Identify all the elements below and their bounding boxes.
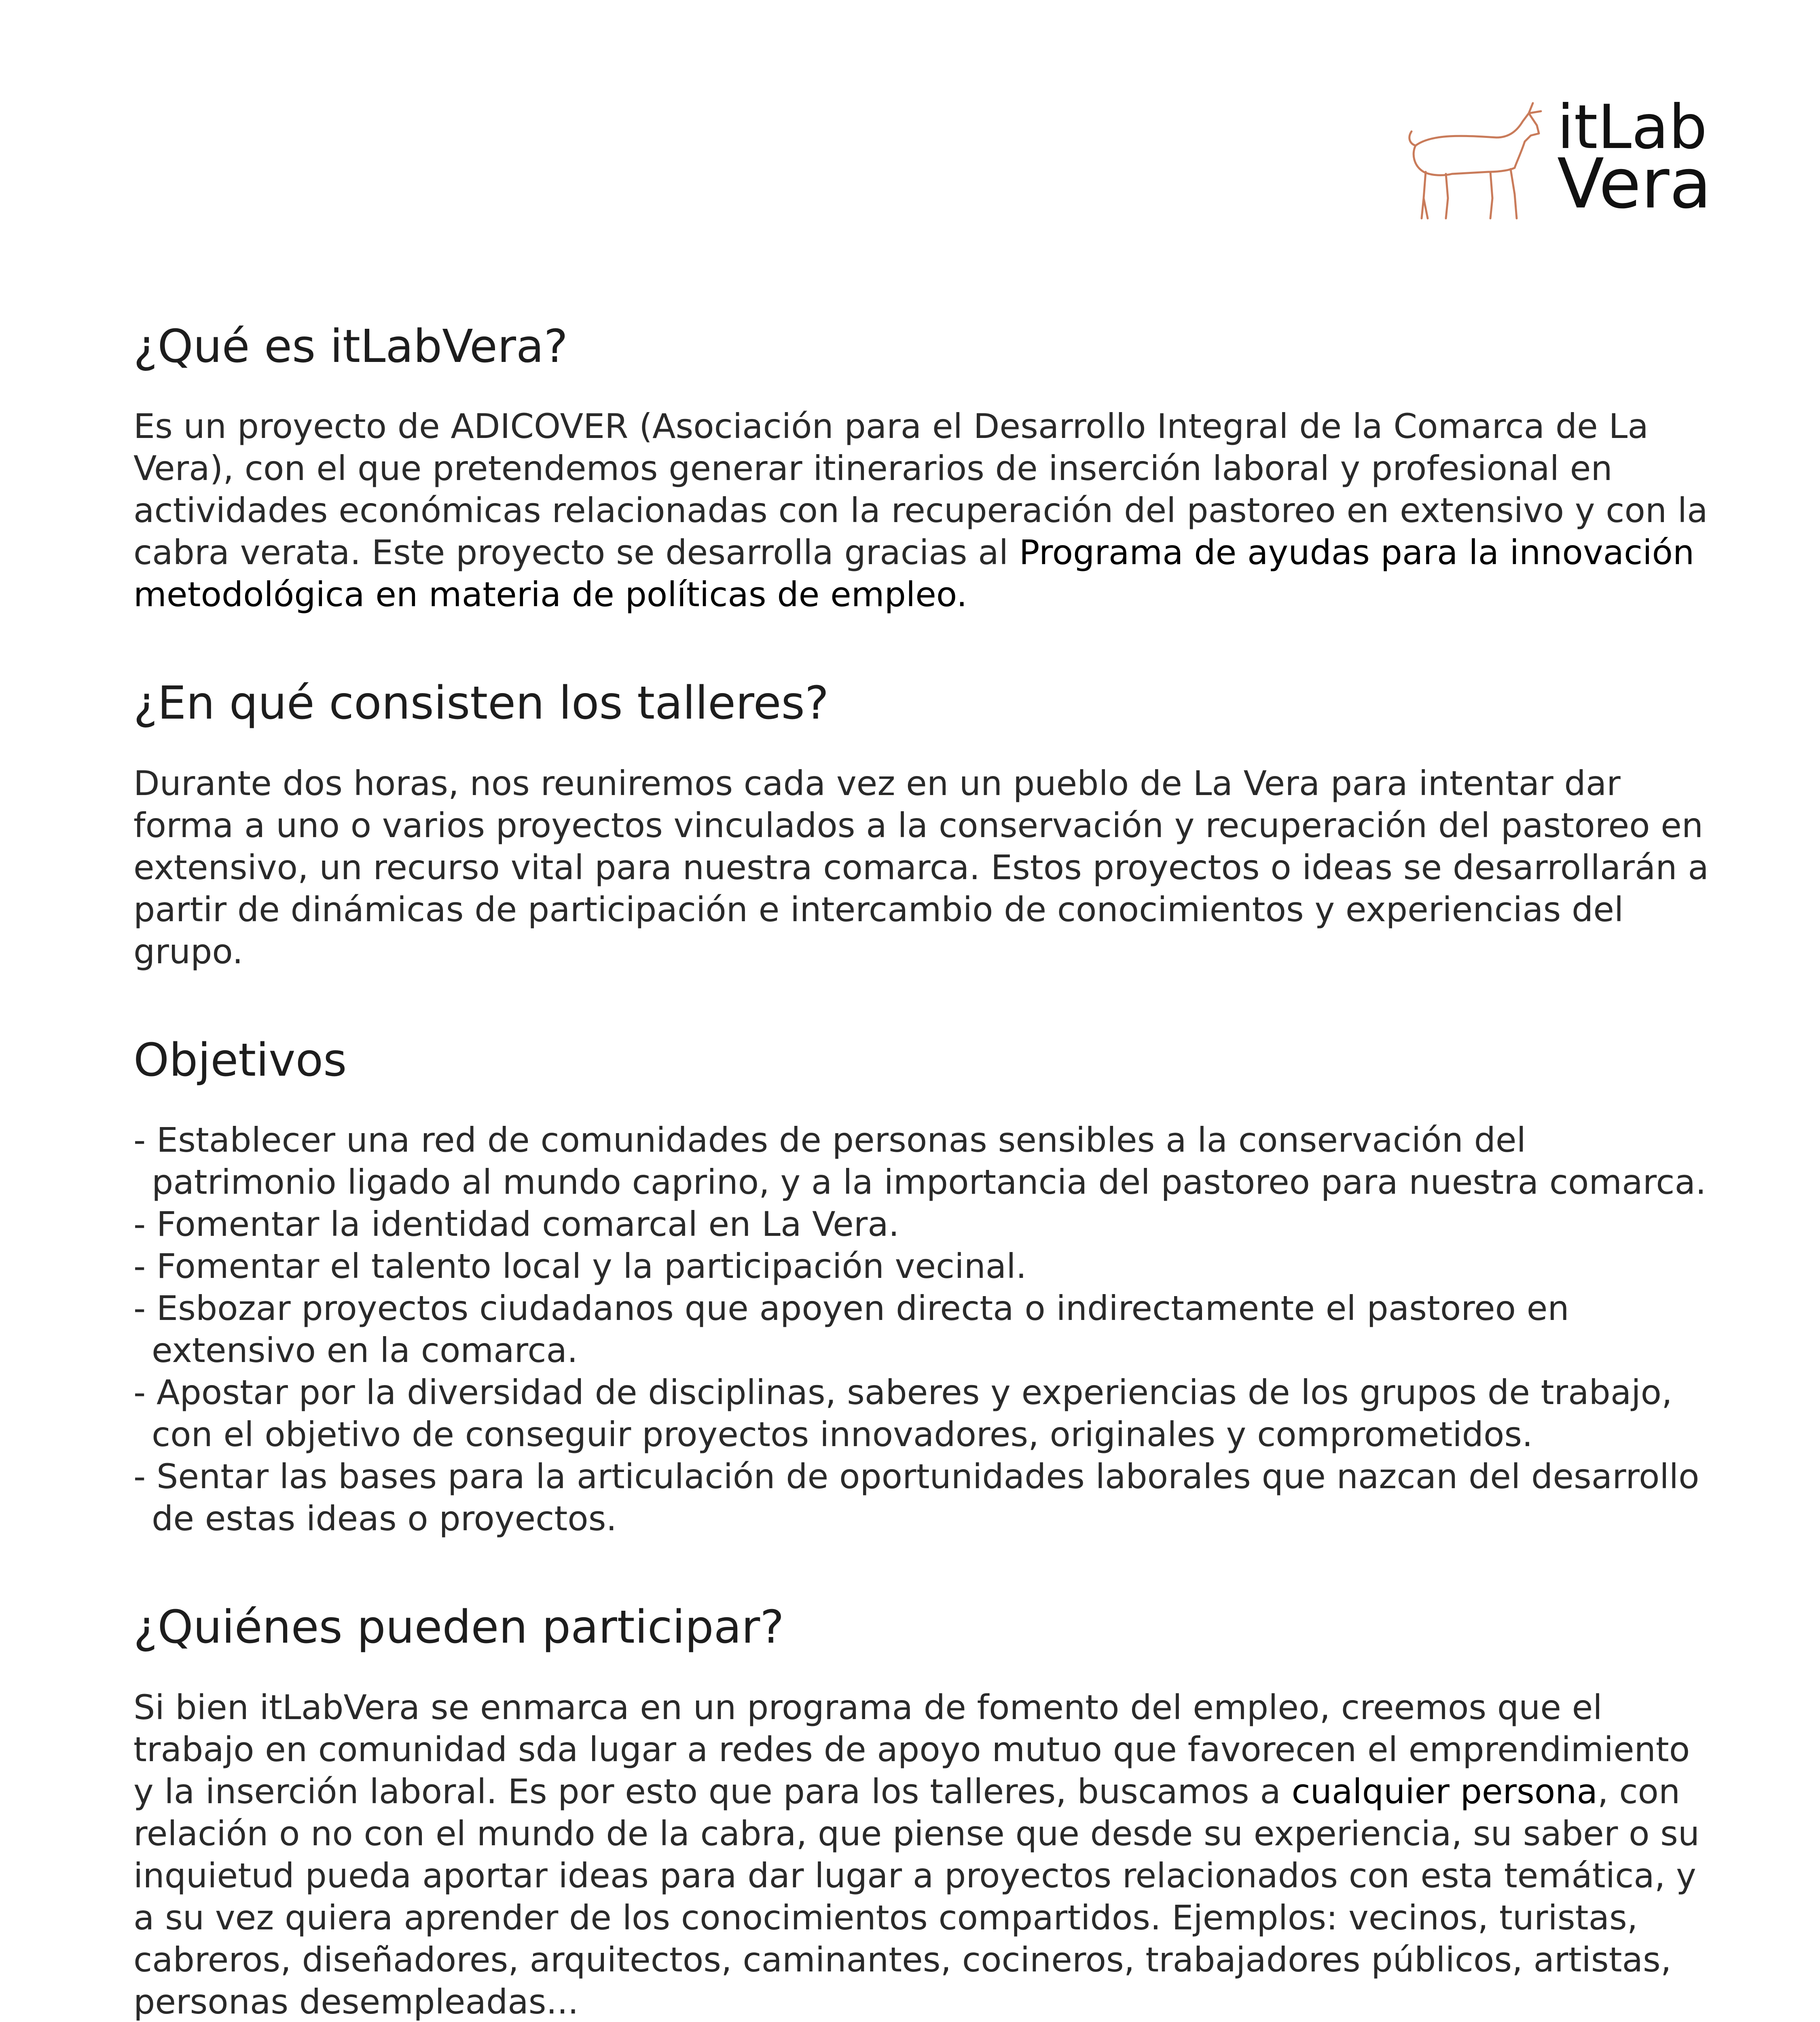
- section-body-participar: [133, 1686, 1711, 2022]
- list-item: - Esbozar proyectos ciudadanos que apoyen directa o indirectamente el pastoreo en extensivo en la comarca.: [133, 1288, 1569, 1371]
- section-title-que-es: ¿Qué es itLabVera?: [133, 320, 568, 373]
- que-es-text: Es un proyecto de ADICOVER (Asociación para el Desarrollo Integral de la Comarca de La Vera), con el que pretendemos generar itinerarios de inserción laboral y profesional en actividades económicas relacionadas con la recuperación del pastoreo en extensivo y con la cabra verata. Este proyecto se desarrolla gracias al: [133, 406, 1708, 573]
- logo-text-vera: Vera: [1557, 144, 1712, 224]
- list-item: - Apostar por la diversidad de disciplinas, saberes y experiencias de los grupos de trabajo, con el objetivo de conseguir proyectos innovadores, originales y comprometidos.: [133, 1373, 1672, 1455]
- logo-text-itlab: itLab: [1557, 92, 1708, 163]
- section-title-objetivos: Objetivos: [133, 1034, 347, 1087]
- objectives-list: [133, 1119, 1711, 1540]
- itlabvera-logo: [1407, 89, 1723, 226]
- section-title-participar: ¿Quiénes pueden participar?: [133, 1601, 784, 1654]
- participar-text-start: Si bien itLabVera se enmarca en un programa de fomento del empleo, creemos que el trabajo en comunidad sda lugar a redes de apoyo mutuo que favorecen el emprendimiento y la inserción laboral. Es por esto que para los talleres, buscamos a: [133, 1687, 1690, 1811]
- list-item: - Fomentar la identidad comarcal en La Vera.: [133, 1204, 899, 1244]
- main-content: [133, 319, 1711, 2022]
- list-item: - Sentar las bases para la articulación de oportunidades laborales que nazcan del desarrollo de estas ideas o proyectos.: [133, 1457, 1699, 1539]
- section-body-que-es: [133, 405, 1711, 615]
- participar-text-end: , con relación o no con el mundo de la cabra, que piense que desde su experiencia, su saber o su inquietud pueda aportar ideas para dar lugar a proyectos relacionados con esta temática, y a su vez quiera aprender de los conocimientos compartidos. Ejemplos: vecinos, turistas, cabreros, diseñadores, arquitectos, caminantes, cocineros, trabajadores públicos, artistas, personas desempleadas...: [133, 1771, 1700, 2022]
- cualquier-persona-emphasis: cualquier persona: [1291, 1771, 1598, 1811]
- section-title-talleres: ¿En qué consisten los talleres?: [133, 677, 829, 730]
- goat-icon: [1407, 97, 1553, 226]
- list-item: - Fomentar el talento local y la participación vecinal.: [133, 1246, 1027, 1286]
- section-body-talleres: Durante dos horas, nos reuniremos cada vez en un pueblo de La Vera para intentar dar forma a uno o varios proyectos vinculados a la conservación y recuperación del pastoreo en extensivo, un recurso vital para nuestra comarca. Estos proyectos o ideas se desarrollarán a partir de dinámicas de participación e intercambio de conocimientos y experiencias del grupo.: [133, 763, 1709, 971]
- list-item: - Establecer una red de comunidades de personas sensibles a la conservación del patrimonio ligado al mundo caprino, y a la importancia del pastoreo para nuestra comarca.: [133, 1120, 1706, 1202]
- program-name-emphasis: Programa de ayudas para la innovación metodológica en materia de políticas de empleo.: [133, 533, 1695, 615]
